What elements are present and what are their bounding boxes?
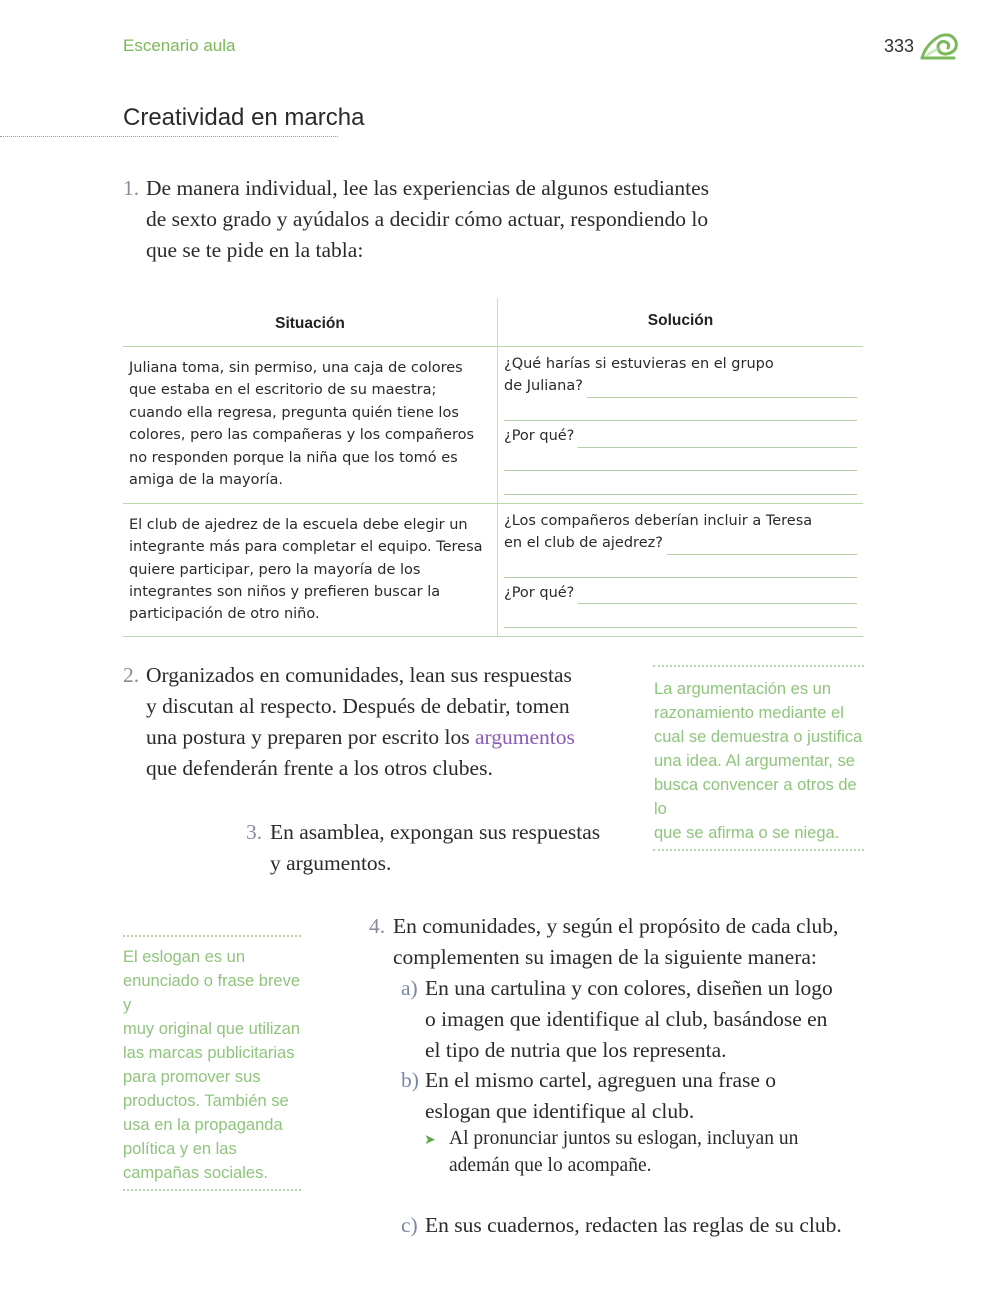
snail-shell-icon [920, 30, 958, 62]
question-text-line: De manera individual, lee las experiencias de algunos estudiantes [146, 176, 709, 200]
solution-question-line: de Juliana? [504, 378, 583, 395]
solution-question-line: ¿Qué harías si estuvieras en el grupo [504, 356, 774, 372]
question-3 [246, 817, 626, 879]
question-1 [123, 173, 743, 266]
answer-row [504, 375, 857, 397]
answer-row [504, 582, 857, 604]
question-text-line: que se te pide en la tabla: [146, 238, 364, 262]
arrow-right-icon: ➤ [424, 1133, 436, 1148]
note-line: razonamiento mediante el [654, 704, 844, 722]
sub-item-text-line: o imagen que identifique al club, basándose en [425, 1007, 828, 1031]
answer-row [504, 425, 857, 447]
bullet-text-line: ademán que lo acompañe. [449, 1155, 652, 1176]
note-line: que se afirma o se niega. [654, 824, 840, 842]
sub-item-text-line: En una cartulina y con colores, diseñen un logo [425, 976, 833, 1000]
answer-line[interactable] [578, 427, 857, 448]
bullet-text-line: Al pronunciar juntos su eslogan, incluyan un [449, 1128, 799, 1149]
question-text-line: En comunidades, y según el propósito de cada club, [393, 914, 839, 938]
answer-line[interactable] [504, 448, 857, 472]
sub-item-text-line: En sus cuadernos, redacten las reglas de su club. [425, 1213, 842, 1237]
note-line: las marcas publicitarias [123, 1044, 295, 1062]
sub-item-letter: c) [401, 1213, 418, 1237]
question-text-line: y argumentos. [270, 851, 392, 875]
question-text-fragment: una postura y preparen por escrito los [146, 725, 475, 749]
answer-line[interactable] [667, 534, 857, 555]
page-title: Creatividad en marcha [123, 104, 365, 131]
answer-line[interactable] [587, 377, 857, 398]
question-number: 3. [246, 820, 263, 844]
glossary-link-argumentos[interactable]: argumentos [474, 725, 575, 749]
note-line: política y en las [123, 1140, 237, 1158]
answer-line[interactable] [504, 555, 857, 579]
situation-text: Juliana toma, sin permiso, una caja de colores que estaba en el escritorio de su maestra; cuando ella regresa, pregunta quién tiene los colores, pero las compañeras y los compañeros no responden porque la niña que los tomó es amiga de la mayoría. [123, 347, 498, 504]
question-number: 1. [123, 176, 140, 200]
table-row [123, 347, 863, 504]
sub-item-text-line: el tipo de nutria que los representa. [425, 1038, 727, 1062]
note-line: para promover sus [123, 1068, 261, 1086]
question-text-line: Organizados en comunidades, lean sus respuestas [146, 663, 572, 687]
sub-item-letter: a) [401, 976, 418, 1000]
answer-line[interactable] [578, 583, 857, 604]
title-divider [0, 136, 338, 137]
glossary-note-argumentation [653, 665, 864, 851]
page-number: 333 [884, 36, 915, 56]
sub-item-c [401, 1210, 871, 1241]
table-row [123, 503, 863, 636]
sub-item-letter: b) [401, 1068, 419, 1092]
answer-line[interactable] [504, 398, 857, 422]
situation-text: El club de ajedrez de la escuela debe elegir un integrante más para completar el equipo. Teresa quiere participar, pero la mayoría de los integrantes son niños y prefieren buscar la participación de otro niño. [123, 503, 498, 636]
question-text-line: En asamblea, expongan sus respuestas [270, 820, 601, 844]
note-line: cual se demuestra o justifica [654, 728, 863, 746]
bullet-item [424, 1125, 844, 1179]
note-line: busca convencer a otros de lo [654, 776, 857, 818]
sub-item-text-line: eslogan que identifique al club. [425, 1099, 695, 1123]
question-4 [369, 911, 859, 973]
solution-cell [498, 347, 864, 504]
section-header: Escenario aula [123, 36, 236, 55]
question-text-line: y discutan al respecto. Después de debatir, tomen [146, 694, 570, 718]
column-header-solution: Solución [498, 298, 864, 347]
solution-cell [498, 503, 864, 636]
sub-item-b [401, 1065, 861, 1127]
column-header-situation: Situación [123, 298, 498, 347]
glossary-note-slogan [123, 935, 301, 1191]
question-text-line: de sexto grado y ayúdalos a decidir cómo actuar, respondiendo lo [146, 207, 709, 231]
note-line: El eslogan es un [123, 948, 246, 966]
sub-item-text-line: En el mismo cartel, agreguen una frase o [425, 1068, 777, 1092]
note-line: enunciado o frase breve y [123, 972, 301, 1014]
question-number: 4. [369, 914, 386, 938]
why-label: ¿Por qué? [504, 585, 575, 602]
solution-question-line: ¿Los compañeros deberían incluir a Teresa [504, 512, 813, 529]
situation-solution-table [123, 298, 863, 637]
note-line: usa en la propaganda [123, 1116, 283, 1134]
answer-line[interactable] [504, 471, 857, 495]
why-label: ¿Por qué? [504, 428, 575, 445]
question-text-line: complementen su imagen de la siguiente manera: [393, 945, 817, 969]
question-2 [123, 660, 623, 784]
note-line: productos. También se [123, 1092, 289, 1110]
answer-line[interactable] [504, 604, 857, 628]
sub-item-a [401, 973, 861, 1066]
question-text-line [146, 722, 623, 753]
answer-row [504, 532, 857, 554]
question-number: 2. [123, 663, 140, 687]
table-header-row [123, 298, 863, 347]
note-line: una idea. Al argumentar, se [654, 752, 855, 770]
note-line: muy original que utilizan [123, 1020, 301, 1038]
note-line: La argumentación es un [654, 680, 832, 698]
question-text-line: que defenderán frente a los otros clubes. [146, 756, 493, 780]
solution-question-line: en el club de ajedrez? [504, 535, 663, 552]
note-line: campañas sociales. [123, 1164, 268, 1182]
